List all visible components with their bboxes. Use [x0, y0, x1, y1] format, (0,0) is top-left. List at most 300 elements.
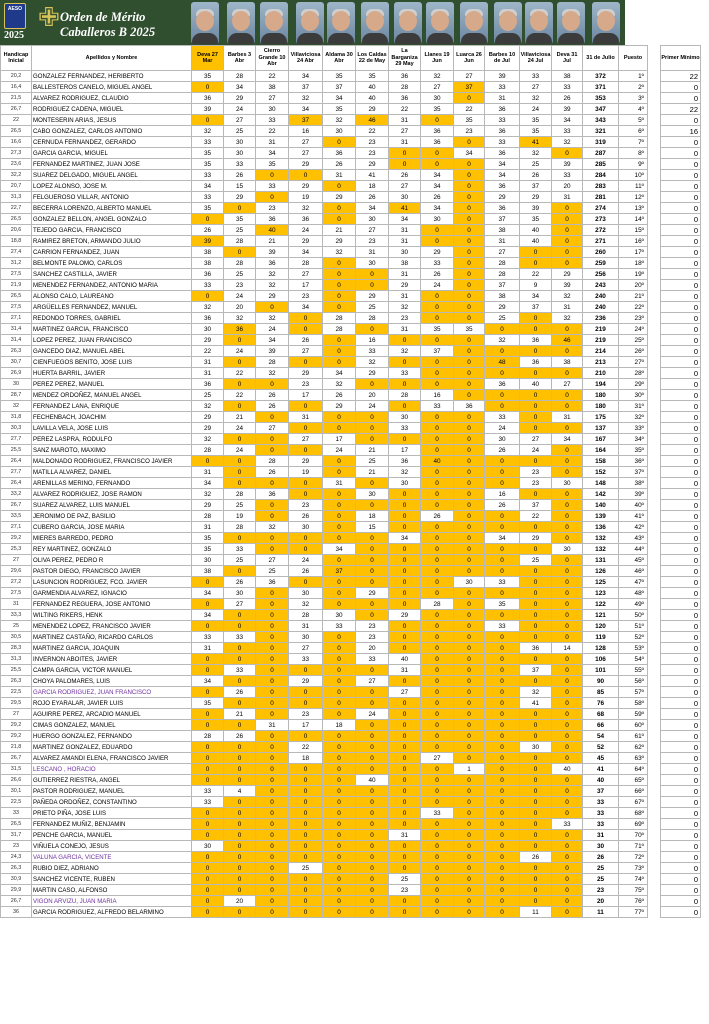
spacer-cell	[648, 698, 661, 709]
score-cell: 34	[192, 478, 224, 489]
handicap-cell: 26,5	[1, 819, 32, 830]
spacer-cell	[648, 544, 661, 555]
score-cell: 0	[256, 819, 289, 830]
score-cell: 0	[356, 885, 389, 896]
table-row	[1, 808, 701, 819]
score-cell: 0	[389, 709, 421, 720]
score-cell: 0	[224, 797, 256, 808]
score-cell: 0	[421, 566, 454, 577]
table-row	[1, 742, 701, 753]
score-cell: 26	[256, 467, 289, 478]
score-cell: 0	[323, 797, 356, 808]
total-cell: 180	[583, 390, 619, 401]
score-cell: 0	[323, 489, 356, 500]
score-cell: 0	[552, 731, 583, 742]
table-row	[1, 159, 701, 170]
table-row	[1, 896, 701, 907]
score-cell: 29	[192, 412, 224, 423]
score-cell: 32	[192, 489, 224, 500]
score-cell: 23	[356, 236, 389, 247]
score-cell: 0	[552, 214, 583, 225]
player-portrait-image	[557, 2, 585, 44]
column-header-round: Barbes 10 de Jul	[485, 46, 520, 71]
score-cell: 0	[454, 445, 485, 456]
score-cell: 0	[454, 907, 485, 918]
prize-cell: 0	[661, 291, 701, 302]
score-cell: 33	[356, 654, 389, 665]
handicap-cell: 32,2	[1, 170, 32, 181]
score-cell: 16	[289, 126, 323, 137]
score-cell: 0	[552, 885, 583, 896]
score-cell: 25	[520, 555, 552, 566]
player-name-cell: WILTING RIKERS, HENK	[32, 610, 192, 621]
score-cell: 31	[389, 324, 421, 335]
player-name-cell: OLIVA PEREZ, PEDRO R	[32, 555, 192, 566]
player-name-cell: LESCANO , HORACIO	[32, 764, 192, 775]
score-cell: 29	[389, 280, 421, 291]
score-cell: 0	[323, 335, 356, 346]
prize-cell: 0	[661, 676, 701, 687]
score-cell: 0	[224, 742, 256, 753]
total-cell: 131	[583, 555, 619, 566]
score-cell: 0	[485, 698, 520, 709]
prize-cell: 0	[661, 720, 701, 731]
column-header-round: Los Caldas 22 de May	[356, 46, 389, 71]
table-row	[1, 610, 701, 621]
total-cell: 236	[583, 313, 619, 324]
score-cell: 0	[485, 896, 520, 907]
handicap-cell: 31	[1, 599, 32, 610]
score-cell: 33	[192, 632, 224, 643]
score-cell: 0	[192, 852, 224, 863]
score-cell: 0	[289, 852, 323, 863]
score-cell: 0	[421, 445, 454, 456]
score-cell: 0	[192, 621, 224, 632]
score-cell: 23	[289, 500, 323, 511]
total-cell: 194	[583, 379, 619, 390]
prize-cell: 0	[661, 775, 701, 786]
table-row	[1, 643, 701, 654]
table-row	[1, 819, 701, 830]
total-cell: 33	[583, 808, 619, 819]
spacer-cell	[648, 731, 661, 742]
score-cell: 0	[289, 885, 323, 896]
score-cell: 0	[454, 269, 485, 280]
handicap-cell: 26,3	[1, 676, 32, 687]
handicap-cell: 27	[1, 709, 32, 720]
player-portrait-image	[592, 2, 620, 44]
score-cell: 36	[485, 148, 520, 159]
score-cell: 0	[454, 500, 485, 511]
total-cell: 132	[583, 533, 619, 544]
score-cell: 37	[289, 115, 323, 126]
score-cell: 33	[485, 82, 520, 93]
player-name-cell: GARCIA RODRIGUEZ, JUAN FRANCISCO	[32, 687, 192, 698]
player-portrait-image	[394, 2, 422, 44]
score-cell: 34	[454, 148, 485, 159]
score-cell: 26	[485, 500, 520, 511]
prize-cell: 0	[661, 841, 701, 852]
score-cell: 0	[289, 764, 323, 775]
player-name-cell: JERONIMO DE PAZ, BASILIO	[32, 511, 192, 522]
player-name-cell: HUERTA BARRIL, JAVIER	[32, 368, 192, 379]
score-cell: 0	[552, 511, 583, 522]
score-cell: 0	[323, 346, 356, 357]
score-cell: 30	[256, 104, 289, 115]
score-cell: 0	[256, 643, 289, 654]
score-cell: 0	[520, 401, 552, 412]
handicap-cell: 25,3	[1, 544, 32, 555]
score-cell: 23	[356, 621, 389, 632]
total-cell: 123	[583, 588, 619, 599]
handicap-cell: 27,5	[1, 302, 32, 313]
prize-cell: 0	[661, 203, 701, 214]
handicap-cell: 27,2	[1, 577, 32, 588]
score-cell: 0	[454, 731, 485, 742]
score-cell: 0	[356, 269, 389, 280]
score-cell: 16	[356, 335, 389, 346]
prize-cell: 0	[661, 214, 701, 225]
score-cell: 0	[389, 907, 421, 918]
score-cell: 0	[454, 698, 485, 709]
score-cell: 24	[289, 555, 323, 566]
score-cell: 0	[323, 522, 356, 533]
score-cell: 22	[389, 104, 421, 115]
total-cell: 213	[583, 357, 619, 368]
handicap-cell: 27,1	[1, 313, 32, 324]
table-row	[1, 621, 701, 632]
prize-cell: 0	[661, 500, 701, 511]
score-cell: 39	[552, 159, 583, 170]
score-cell: 0	[552, 830, 583, 841]
score-cell: 29	[356, 104, 389, 115]
score-cell: 0	[192, 687, 224, 698]
score-cell: 34	[256, 335, 289, 346]
score-cell: 0	[356, 544, 389, 555]
score-cell: 0	[485, 390, 520, 401]
spacer-cell	[648, 104, 661, 115]
handicap-cell: 36	[1, 907, 32, 918]
total-cell: 219	[583, 335, 619, 346]
score-cell: 0	[454, 544, 485, 555]
score-cell: 29	[192, 500, 224, 511]
score-cell: 0	[389, 742, 421, 753]
score-cell: 0	[552, 390, 583, 401]
table-row	[1, 566, 701, 577]
spacer-cell	[648, 148, 661, 159]
score-cell: 0	[323, 632, 356, 643]
handicap-cell: 26,7	[1, 500, 32, 511]
score-cell: 0	[552, 852, 583, 863]
score-cell: 35	[520, 214, 552, 225]
score-cell: 0	[323, 786, 356, 797]
score-cell: 0	[256, 478, 289, 489]
score-cell: 0	[289, 896, 323, 907]
position-cell: 33º	[619, 423, 648, 434]
player-name-cell: CABO GONZALEZ, CARLOS ANTONIO	[32, 126, 192, 137]
table-row	[1, 148, 701, 159]
table-row	[1, 82, 701, 93]
score-cell: 36	[389, 456, 421, 467]
score-cell: 28	[485, 258, 520, 269]
table-row	[1, 577, 701, 588]
score-cell: 34	[289, 104, 323, 115]
score-cell: 0	[224, 907, 256, 918]
player-name-cell: PEREZ LASPRA, RODULFO	[32, 434, 192, 445]
score-cell: 0	[323, 885, 356, 896]
score-cell: 33	[421, 808, 454, 819]
total-cell: 76	[583, 698, 619, 709]
position-cell: 28º	[619, 368, 648, 379]
score-cell: 0	[224, 203, 256, 214]
score-cell: 0	[421, 500, 454, 511]
score-cell: 4	[224, 786, 256, 797]
score-cell: 32	[192, 434, 224, 445]
total-cell: 25	[583, 874, 619, 885]
score-cell: 0	[552, 148, 583, 159]
score-cell: 0	[454, 588, 485, 599]
score-cell: 0	[356, 808, 389, 819]
score-cell: 23	[520, 467, 552, 478]
handicap-cell: 26,7	[1, 104, 32, 115]
score-cell: 0	[520, 423, 552, 434]
score-cell: 0	[520, 489, 552, 500]
table-row	[1, 489, 701, 500]
score-cell: 0	[224, 247, 256, 258]
prize-cell: 0	[661, 742, 701, 753]
score-cell: 0	[389, 808, 421, 819]
score-cell: 40	[356, 775, 389, 786]
score-cell: 29	[356, 159, 389, 170]
player-name-cell: MENDEZ ORDOÑEZ, MANUEL ANGEL	[32, 390, 192, 401]
score-cell: 29	[323, 401, 356, 412]
score-cell: 27	[421, 82, 454, 93]
prize-cell: 0	[661, 181, 701, 192]
total-cell: 240	[583, 291, 619, 302]
score-cell: 0	[454, 390, 485, 401]
score-cell: 0	[485, 346, 520, 357]
score-cell: 0	[192, 742, 224, 753]
score-cell: 0	[421, 588, 454, 599]
score-cell: 0	[389, 588, 421, 599]
score-cell: 0	[421, 115, 454, 126]
position-cell: 2º	[619, 82, 648, 93]
handicap-cell: 31,2	[1, 258, 32, 269]
player-name-cell: GONZALEZ BELLON, ANGEL GONZALO	[32, 214, 192, 225]
score-cell: 30	[192, 324, 224, 335]
score-cell: 41	[389, 203, 421, 214]
score-cell: 33	[485, 137, 520, 148]
score-cell: 39	[552, 104, 583, 115]
score-cell: 32	[323, 247, 356, 258]
score-cell: 0	[421, 775, 454, 786]
score-cell: 17	[289, 280, 323, 291]
score-cell: 0	[256, 874, 289, 885]
score-cell: 0	[454, 357, 485, 368]
table-row	[1, 258, 701, 269]
handicap-cell: 21,8	[1, 742, 32, 753]
score-cell: 0	[421, 852, 454, 863]
score-cell: 27	[224, 599, 256, 610]
score-cell: 0	[192, 885, 224, 896]
total-cell: 319	[583, 137, 619, 148]
score-cell: 35	[192, 544, 224, 555]
table-row	[1, 709, 701, 720]
spacer-cell	[648, 357, 661, 368]
score-cell: 46	[356, 115, 389, 126]
score-cell: 29	[224, 93, 256, 104]
position-cell: 3º	[619, 93, 648, 104]
total-cell: 119	[583, 632, 619, 643]
score-cell: 33	[485, 621, 520, 632]
score-cell: 0	[224, 676, 256, 687]
player-name-cell: FERNANDEZ REGUERA, JOSE ANTONIO	[32, 599, 192, 610]
position-cell: 37º	[619, 467, 648, 478]
score-cell: 0	[192, 82, 224, 93]
score-cell: 20	[356, 643, 389, 654]
score-cell: 22	[289, 742, 323, 753]
player-name-cell: GARCIA RODRIGUEZ, ALFREDO BELARMINO	[32, 907, 192, 918]
score-cell: 27	[389, 126, 421, 137]
prize-cell: 0	[661, 225, 701, 236]
score-cell: 0	[421, 148, 454, 159]
score-cell: 25	[520, 159, 552, 170]
score-cell: 0	[520, 885, 552, 896]
score-cell: 36	[256, 258, 289, 269]
score-cell: 0	[323, 555, 356, 566]
ranking-table	[0, 45, 701, 918]
score-cell: 0	[520, 577, 552, 588]
handicap-cell: 30,3	[1, 423, 32, 434]
position-cell: 65º	[619, 775, 648, 786]
position-cell: 50º	[619, 610, 648, 621]
score-cell: 0	[192, 654, 224, 665]
score-cell: 36	[454, 401, 485, 412]
score-cell: 0	[256, 709, 289, 720]
score-cell: 0	[289, 544, 323, 555]
score-cell: 28	[256, 357, 289, 368]
score-cell: 0	[389, 148, 421, 159]
score-cell: 0	[289, 357, 323, 368]
score-cell: 19	[289, 192, 323, 203]
score-cell: 0	[289, 907, 323, 918]
position-cell: 9º	[619, 159, 648, 170]
player-name-cell: VIÑUELA CONEJO, JESUS	[32, 841, 192, 852]
score-cell: 31	[323, 478, 356, 489]
score-cell: 26	[356, 192, 389, 203]
total-cell: 353	[583, 93, 619, 104]
score-cell: 0	[389, 621, 421, 632]
prize-cell: 0	[661, 863, 701, 874]
score-cell: 30	[224, 148, 256, 159]
position-cell: 69º	[619, 819, 648, 830]
score-cell: 0	[224, 643, 256, 654]
score-cell: 22	[256, 71, 289, 82]
spacer-cell	[648, 819, 661, 830]
score-cell: 0	[454, 412, 485, 423]
score-cell: 28	[356, 313, 389, 324]
score-cell: 24	[356, 401, 389, 412]
score-cell: 40	[552, 764, 583, 775]
score-cell: 26	[224, 687, 256, 698]
score-cell: 0	[552, 401, 583, 412]
spacer-cell	[648, 247, 661, 258]
spacer-cell	[648, 907, 661, 918]
score-cell: 0	[485, 852, 520, 863]
column-header-round: Villaviciosa 24 Jul	[520, 46, 552, 71]
score-cell: 0	[421, 555, 454, 566]
total-cell: 281	[583, 192, 619, 203]
spacer-cell	[648, 522, 661, 533]
table-row	[1, 225, 701, 236]
handicap-cell: 33	[1, 808, 32, 819]
position-cell: 53º	[619, 643, 648, 654]
score-cell: 21	[224, 412, 256, 423]
player-name-cell: MENENDEZ FERNANDEZ, ANTONIO MARIA	[32, 280, 192, 291]
player-name-cell: MONTESERIN ARIAS, JESUS	[32, 115, 192, 126]
prize-cell: 0	[661, 808, 701, 819]
score-cell: 0	[552, 874, 583, 885]
score-cell: 25	[192, 390, 224, 401]
score-cell: 0	[289, 808, 323, 819]
score-cell: 0	[389, 566, 421, 577]
score-cell: 0	[454, 478, 485, 489]
prize-cell: 0	[661, 533, 701, 544]
table-row	[1, 137, 701, 148]
handicap-cell: 33,3	[1, 610, 32, 621]
score-cell: 0	[356, 841, 389, 852]
score-cell: 32	[289, 203, 323, 214]
score-cell: 0	[256, 907, 289, 918]
page-subtitle: Caballeros B 2025	[60, 25, 156, 39]
table-row	[1, 863, 701, 874]
position-cell: 72º	[619, 852, 648, 863]
score-cell: 0	[192, 764, 224, 775]
score-cell: 0	[485, 687, 520, 698]
score-cell: 0	[552, 610, 583, 621]
score-cell: 34	[192, 676, 224, 687]
score-cell: 34	[323, 368, 356, 379]
score-cell: 36	[224, 324, 256, 335]
position-cell: 49º	[619, 599, 648, 610]
score-cell: 33	[552, 819, 583, 830]
spacer-cell	[648, 258, 661, 269]
score-cell: 37	[520, 181, 552, 192]
score-cell: 0	[323, 764, 356, 775]
score-cell: 0	[224, 335, 256, 346]
score-cell: 48	[485, 357, 520, 368]
score-cell: 31	[552, 412, 583, 423]
column-header-round: Deva 31 Jul	[552, 46, 583, 71]
score-cell: 0	[454, 181, 485, 192]
handicap-cell: 31,3	[1, 654, 32, 665]
player-name-cell: SANCHEZ CASTILLA, JAVIER	[32, 269, 192, 280]
prize-cell: 0	[661, 269, 701, 280]
score-cell: 0	[356, 786, 389, 797]
spacer-cell	[648, 753, 661, 764]
player-name-cell: GARCIA GARCIA, MIGUEL	[32, 148, 192, 159]
score-cell: 0	[256, 830, 289, 841]
score-cell: 0	[421, 412, 454, 423]
score-cell: 0	[256, 654, 289, 665]
total-cell: 371	[583, 82, 619, 93]
table-row	[1, 456, 701, 467]
score-cell: 0	[421, 885, 454, 896]
score-cell: 0	[485, 610, 520, 621]
score-cell: 0	[224, 379, 256, 390]
score-cell: 0	[421, 368, 454, 379]
score-cell: 23	[289, 291, 323, 302]
